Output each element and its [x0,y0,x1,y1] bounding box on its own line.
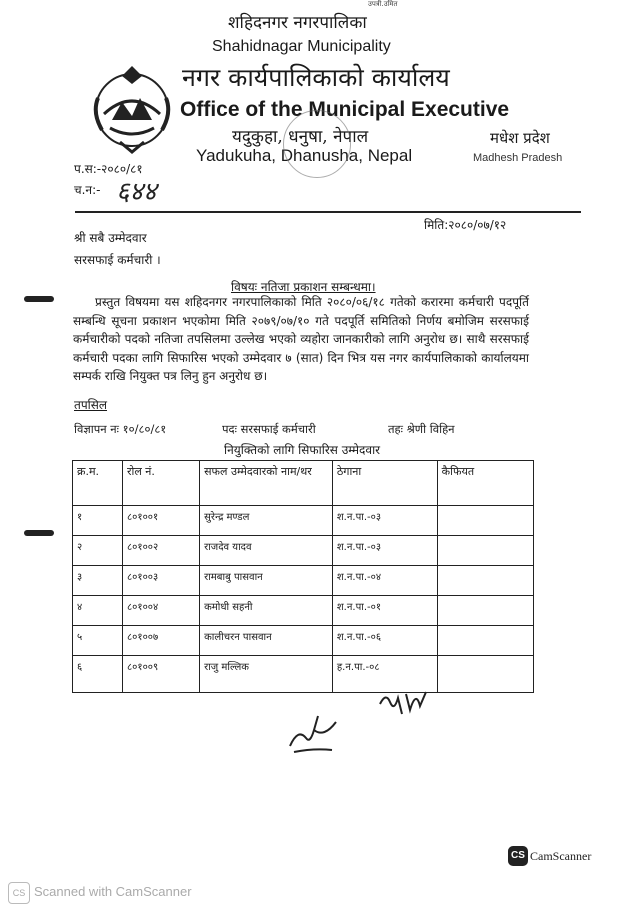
row-serial: ५ [73,626,123,656]
camscanner-watermark-icon: CS [8,882,30,904]
row-address: श.न.पा.-०३ [332,536,437,566]
municipality-name-en: Shahidnagar Municipality [212,38,391,55]
camscanner-label: CamScanner [530,849,592,863]
row-serial: १ [73,506,123,536]
province-en: Madhesh Pradesh [473,152,563,164]
row-remarks [437,536,533,566]
province-np: मधेश प्रदेश [490,129,550,147]
office-stamp-seal [283,110,351,178]
punch-hole-mark [24,530,54,536]
row-roll-no: ८०१००२ [122,536,199,566]
table-header-row [73,461,534,506]
col-serial: क्र.म. [73,461,123,506]
row-candidate-name: राजु मल्लिक [200,656,333,693]
table-row [73,506,534,536]
row-roll-no: ८०१००१ [122,506,199,536]
post-tier: तहः श्रेणी विहिन [388,422,455,436]
row-address: श.न.पा.-०३ [332,506,437,536]
table-row [73,656,534,693]
scanned-with-watermark: Scanned with CamScanner [34,884,192,899]
row-roll-no: ८०१००४ [122,596,199,626]
top-margin-note: उपत्री.उमित [368,0,398,8]
address-en: Yadukuha, Dhanusha, Nepal [196,146,413,165]
punch-hole-mark [24,296,54,302]
letter-subject: विषयः नतिजा प्रकाशन सम्बन्धमा। [231,280,376,294]
row-serial: ६ [73,656,123,693]
row-candidate-name: कालीचरन पासवान [200,626,333,656]
recipient-line-2: सरसफाई कर्मचारी । [74,253,161,267]
row-roll-no: ८०१००७ [122,626,199,656]
address-np: यदुकुहा, धनुषा, नेपाल [232,127,369,147]
letter-body: प्रस्तुत विषयमा यस शहिदनगर नगरपालिकाको मिति २०८०/०६/१८ गतेको करारमा कर्मचारी पदपूर्ति सम्बन्धि सूचना प्रकाशन भएकोमा मिति २०७९/०७/१० गते पदपूर्ति समितिको निर्णय बमोजिम सरसफाई कर्मचारीको पदको नतिजा तपसिलमा उल्लेख भएको व्यहोरा जानकारीको लागि अनुरोध छ। साथै सरसफाई कर्मचारी पदका लागि सिफारिस भएको उम्मेदवार ७ (सात) दिन भित्र यस नगर कार्यपालिकाको कार्यालयमा सम्पर्क राखि नियुक्त पत्र लिनु हुन अनुरोध छ। [73,295,529,383]
table-title: नियुक्तिको लागि सिफारिस उम्मेदवार [224,443,381,457]
annex-label: तपसिल [74,398,108,412]
advertisement-number: विज्ञापन नः १०/८०/८१ [74,422,167,436]
dispatch-label: च.न:- [74,183,101,197]
table-row [73,566,534,596]
row-remarks [437,656,533,693]
row-serial: ३ [73,566,123,596]
row-remarks [437,626,533,656]
post-name: पदः सरसफाई कर्मचारी [222,422,316,436]
row-serial: ४ [73,596,123,626]
fiscal-reference: प.स:-२०८०/८१ [74,162,143,176]
handwritten-initials-signature [376,684,436,720]
row-address: ह.न.पा.-०८ [332,656,437,693]
row-candidate-name: कमोधी सहनी [200,596,333,626]
dispatch-number-handwritten: ६४४ [116,177,157,207]
row-roll-no: ८०१००३ [122,566,199,596]
municipality-emblem-icon [82,58,182,158]
row-serial: २ [73,536,123,566]
letter-date: मिति:२०८०/०७/१२ [424,218,507,232]
header-divider [75,211,581,213]
row-address: श.न.पा.-०४ [332,566,437,596]
row-address: श.न.पा.-०१ [332,596,437,626]
row-roll-no: ८०१००९ [122,656,199,693]
row-candidate-name: सुरेन्द्र मण्डल [200,506,333,536]
col-address: ठेगाना [332,461,437,506]
col-candidate-name: सफल उम्मेदवारको नाम/थर [200,461,333,506]
table-row [73,596,534,626]
recipient-line-1: श्री सबै उम्मेदवार [74,231,147,245]
table-row [73,536,534,566]
col-roll-no: रोल नं. [122,461,199,506]
camscanner-logo-icon: CS [508,846,528,866]
col-remarks: कैफियत [437,461,533,506]
municipality-name-np: शहिदनगर नगरपालिका [228,13,367,33]
handwritten-signature [284,708,344,756]
row-candidate-name: राजदेव यादव [200,536,333,566]
row-candidate-name: रामबाबु पासवान [200,566,333,596]
row-remarks [437,596,533,626]
row-remarks [437,566,533,596]
candidate-table [72,460,534,693]
office-name-en: Office of the Municipal Executive [180,98,510,121]
table-row [73,626,534,656]
row-address: श.न.पा.-०६ [332,626,437,656]
office-name-np: नगर कार्यपालिकाको कार्यालय [182,63,450,92]
row-remarks [437,506,533,536]
